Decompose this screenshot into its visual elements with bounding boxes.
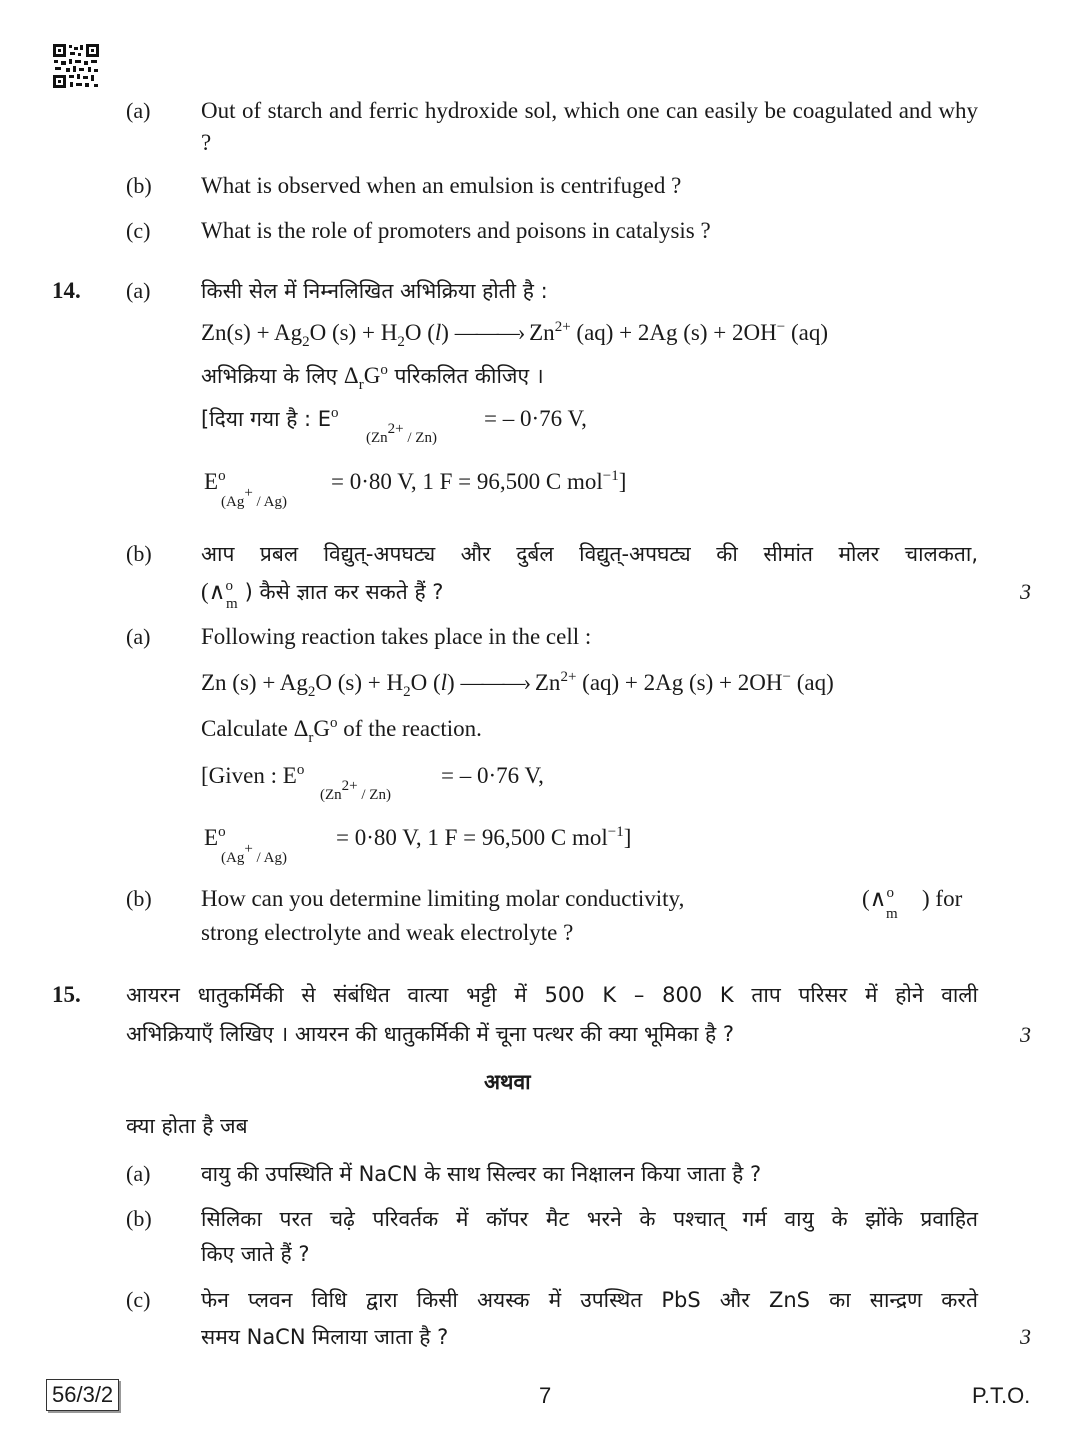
q14-en-b-label: (b): [126, 886, 152, 911]
q15-b-label: (b): [126, 1206, 152, 1231]
q13-b-label: (b): [126, 173, 152, 198]
q14-hi-zn-subscript: $(Zn^{2+} / Zn)$: [366, 421, 437, 446]
page-number: 7: [539, 1383, 552, 1408]
q15-b-text-line2: किए जाते हैं ?: [201, 1242, 310, 1266]
q15-a-label: (a): [126, 1161, 151, 1186]
q14-en-a-intro: Following reaction takes place in the cell :: [201, 624, 592, 649]
q14-en-zn-value: = – 0·76 V,: [441, 763, 544, 788]
question-number-15: 15.: [52, 982, 81, 1007]
q14-en-equation: Zn $(s) + Ag_2O$ $(s) + H_2O$ (l) ———› $Zn^{2+}$ (aq) + 2Ag (s) + 2OH− (aq): [201, 669, 834, 700]
q14-en-b-lambda: (∧$^o_m$: [862, 885, 898, 922]
q14-hi-calc-line: अभिक्रिया के लिए $\Delta_rG^o$ परिकलित कीजिए ।: [201, 362, 544, 393]
q14-en-given-zn: [Given : $E^o$: [201, 762, 305, 788]
pto-label: P.T.O.: [972, 1383, 1031, 1408]
q14-en-a-label: (a): [126, 624, 151, 649]
q14-en-given-ag: $E^o$: [204, 824, 226, 850]
q14-en-b-text2: strong electrolyte and weak electrolyte ?: [201, 920, 574, 945]
q13-a-text: Out of starch and ferric hydroxide sol, which one can easily be coagulated and why ?: [201, 98, 978, 155]
q13-c-label: (c): [126, 218, 151, 243]
q14-en-calc-line: Calculate $\Delta_rG^o$ of the reaction.: [201, 715, 482, 746]
q15-b-text-line1: सिलिका परत चढ़े परिवर्तक में कॉपर मैट भरने के पश्चात् गर्म वायु के झोंके प्रवाहित: [201, 1207, 978, 1231]
q14-en-zn-subscript: $(Zn^{2+} / Zn)$: [320, 778, 391, 803]
question-number-14: 14.: [52, 278, 81, 303]
q14-hi-a-intro: किसी सेल में निम्नलिखित अभिक्रिया होती है :: [201, 279, 548, 303]
q13-a-label: (a): [126, 98, 151, 123]
q14-en-ag-value: = 0·80 V, 1 F = 96,500 C mol$^{-1}$]: [336, 824, 632, 850]
q15-c-label: (c): [126, 1287, 151, 1312]
q14-marks: 3: [1020, 579, 1031, 604]
q14-en-ag-subscript: (Ag+ / Ag): [221, 841, 287, 866]
q15-text-line2: अभिक्रियाएँ लिखिए । आयरन की धातुकर्मिकी में चूना पत्थर की क्या भूमिका है ?: [126, 1022, 735, 1046]
q14-hi-given-zn: [दिया गया है : $E^o$: [201, 405, 339, 431]
q15-marks: 3: [1020, 1022, 1031, 1047]
or-heading: अथवा: [484, 1070, 531, 1094]
q14-hi-b-text2: (∧$^o_m$ ) कैसे ज्ञात कर सकते हैं ?: [201, 578, 444, 612]
q14-hi-b-text: आप प्रबल विद्युत्-अपघट्य और दुर्बल विद्युत्-अपघट्य की सीमांत मोलर चालकता,: [201, 542, 978, 566]
q15-c-text-line1: फेन प्लवन विधि द्वारा किसी अयस्क में उपस्थित PbS और ZnS का सान्द्रण करते: [201, 1288, 978, 1312]
q14-en-b-for: ) for: [922, 886, 963, 911]
q15-text-line1: आयरन धातुकर्मिकी से संबंधित वात्या भट्टी में 500 K – 800 K ताप परिसर में होने वाली: [126, 983, 978, 1007]
q15-a-text: वायु की उपस्थिति में NaCN के साथ सिल्वर का निक्षालन किया जाता है ?: [201, 1162, 762, 1186]
q14-hi-zn-value: = – 0·76 V,: [484, 406, 587, 431]
q15-what-happens: क्या होता है जब: [126, 1114, 248, 1138]
q14-en-b-text: How can you determine limiting molar conductivity,: [201, 886, 685, 911]
q15-c-text-line2: समय NaCN मिलाया जाता है ?: [201, 1325, 449, 1349]
q13-c-text: What is the role of promoters and poisons in catalysis ?: [201, 218, 711, 243]
q14-hi-b-label: (b): [126, 541, 152, 566]
q15-marks-2: 3: [1020, 1324, 1031, 1349]
paper-code: 56/3/2: [46, 1379, 119, 1411]
q14-hi-equation: $Zn(s) + Ag_2O$ $(s) + H_2O$ (l) ———› $Zn^{2+}$ (aq) + 2Ag (s) + 2OH− (aq): [201, 319, 828, 350]
q14-hi-ag-value: = 0·80 V, 1 F = 96,500 C mol$^{-1}$]: [331, 468, 627, 494]
q14-hi-a-label: (a): [126, 278, 151, 303]
qr-code-icon: [52, 43, 100, 89]
q14-hi-given-ag: $E^o$: [204, 468, 226, 494]
q13-b-text: What is observed when an emulsion is centrifuged ?: [201, 173, 682, 198]
q14-hi-ag-subscript: (Ag+ / Ag): [221, 485, 287, 510]
